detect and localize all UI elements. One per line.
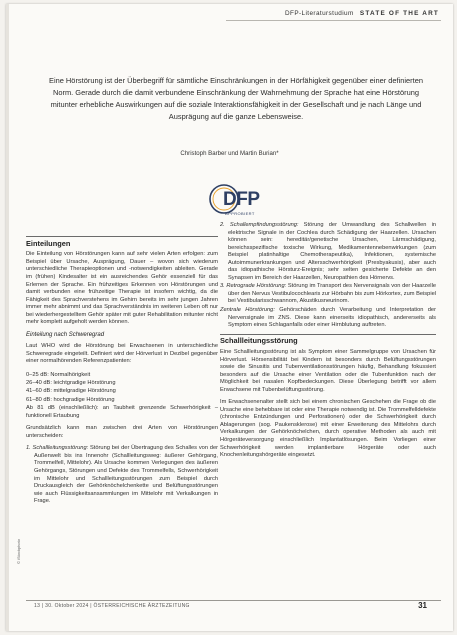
- item-title: 1. Schallleitungsstörung:: [26, 445, 89, 452]
- issue-info: 13 | 30. Oktober 2024 | ÖSTERREICHISCHE ÄRZTEZEITUNG: [34, 603, 190, 609]
- item-title: Zentrale Hörstörung:: [220, 307, 275, 314]
- heading-einteilungen: Einteilungen: [26, 238, 71, 248]
- paragraph: Im Erwachsenenalter stellt sich bei einem chronischen Geschehen die Frage ob die Ursache eine behebbare ist oder eine Therapie notwendig ist. Die Trommelfelldefekte (chronische Entzündungen und Perforationen) oder die Schwerhörigkeit durch Ablagerungen (sog. Paukensklerose) mit einer Erweiterung des Mittelohrs durch Verkalkungen der Gehörknöchelchen, durch operative Methoden als auch mit Hörgeräteversorgung einschließlich Implantatlösungen. Beim Vorliegen einer Schwerhörigkeit werden implantierbare Hörgeräte oder auch Knochenleitungshörgeräte eingesetzt.: [220, 399, 436, 459]
- item-text: Störung bei der Übertragung des Schalles von der Außenwelt bis ins Innenohr (Schallleitungsweg: äußerer Gehörgang, Trommelfell, Mittelohr). Als Ursache kommen Verlegungen des äußeren Gehörgangs, Störungen und Defekte des Trommelfells, Schwerhörigkeit im Mittelohr und Schallleitungsstörungen zum Beispiel durch Druckausgleich der Gehörknöchelchenkette und Belüftungsstörungen wie auch Flüssigkeitsansammlungen im Mittelohr mit Verkalkungen in Frage.: [34, 445, 219, 505]
- left-column: [26, 236, 218, 510]
- paragraph: Laut WHO wird die Hörstörung bei Erwachsenen in unterschiedliche Schweregrade eingeteilt. Definiert wird der Hörverlust in Dezibel gegenüber einer normalhörenden Referenzpatienten:: [26, 343, 218, 365]
- item-title: 2. Schallempfindungsstörung:: [220, 222, 299, 228]
- journal-name: DFP-Literaturstudium: [285, 10, 354, 17]
- severity-item: 61–80 dB: hochgradige Hörstörung: [26, 396, 115, 403]
- logo-subtext: APPROBIERT: [225, 211, 255, 216]
- item-text: Störung im Transport des Nervensignals von der Haarzelle über den Nervus Vestibulocochlearis zur Hörbahn bis zum Hörkortex, zum Beispiel bei Vestibularisschwannom, Akustikusneurinom.: [228, 283, 437, 305]
- right-column: [220, 222, 436, 465]
- page: [6, 4, 453, 631]
- item-title: 3. Retrograde Hörstörung:: [220, 283, 287, 290]
- paragraph: Grundsätzlich kann man zwischen drei Arten von Hörstörungen unterscheiden:: [26, 425, 218, 439]
- list-item: [26, 445, 218, 505]
- severity-item: 26–40 dB: leichtgradige Hörstörung: [26, 380, 116, 387]
- subheading-schweregrad: Einteilung nach Schweregrad: [26, 331, 105, 338]
- paragraph: Die Einteilung von Hörstörungen kann auf sehr vielen Arten erfolgen: zum Beispiel über Ursache, Ausprägung, Dauer – wovon sich wiederum unterschiedliche Therapieoptionen und -notwendigkeiten ableiten. Gerade im (frühen) Kindesalter ist ein ausreichendes Gehör essenziell für das Erlernen der Sprache. Ein frühzeitiges Erkennen von Hörstörungen und damit verbunden eine frühzeitige Therapie ist insofern wichtig, da die Fähigkeit des Sprachverstehens im Gehirn bereits im sehr jungen Jahren immer mehr abnimmt und das Sprachverständnis im weiteren Leben oft nur bei wiederhergestelltem Gehör später mit guter Rehabilitation mitunter nicht mehr komplett aufgeholt werden können.: [26, 251, 218, 326]
- header-divider: [226, 20, 441, 21]
- heading-schallleitungsstoerung: Schallleitungsstörung: [220, 336, 298, 346]
- list-item: [220, 307, 436, 330]
- section-rule: [220, 334, 436, 335]
- lead-paragraph: Eine Hörstörung ist der Überbegriff für sämtliche Einschränkungen in der Hörfähigkeit gegenüber einer definierten Norm. Gerade durch die damit verbundene Einschränkung der Wahrnehmung der Sprache hat eine Hörstörung mitunter erhebliche Auswirkungen auf die soziale Interaktionsfähigkeit in der Gesellschaft und je nach Länge und Ausprägung auf die ganze Lebensweise.: [48, 76, 423, 121]
- page-number: 31: [418, 601, 427, 610]
- authors: Christoph Barber und Martin Burian*: [180, 150, 279, 157]
- item-text: Gehörschäden durch Verarbeitung und Interpretation der Nervensignale im ZNS. Diese kann einerseits idiopathisch, andererseits als Symptom eines Schlaganfalls oder einer Hirnblutung auftreten.: [228, 307, 436, 329]
- severity-item: Ab 81 dB (einschließlich): an Taubheit grenzende Schwerhörigkeit – funktionell Ertaubung: [26, 404, 218, 420]
- page-edge: [6, 4, 9, 631]
- logo-text: DFP: [223, 189, 260, 210]
- running-header: [285, 10, 439, 17]
- dfp-logo: [207, 182, 263, 220]
- list-item: [220, 283, 436, 306]
- photo-credit: © iStockphoto: [16, 539, 21, 564]
- paragraph: Eine Schallleitungsstörung ist als Symptom einer Sammelgruppe von Ursachen für Hörverlust. Hörsensibilität bei Kindern ist besonders durch Belüftungsstörungen sowie die Sinusitis und Tubenventilationsstörungen häufig, Behandlung fokussiert besonders auf die Ursache einer Ventilation oder die Tubenfunktion nach der Möglichkeit bei nasalen Kopfbedeckungen. Diese Überlegung betrifft vor allem Erwachsene mit Tubenbelüftungsstörung.: [220, 349, 436, 393]
- severity-item: 0–25 dB: Normalhörigkeit: [26, 372, 91, 378]
- types-list-continued: [220, 222, 436, 330]
- severity-item: 41–60 dB: mittelgradige Hörstörung: [26, 388, 116, 395]
- list-item: [220, 222, 436, 282]
- section-title: STATE OF THE ART: [359, 10, 439, 17]
- severity-list: [26, 371, 218, 420]
- item-text: Störung der Umwandlung des Schallwellen in elektrische Signale in der Cochlea durch Schädigung der Haarzellen. Ursachen können sein: hereditär/genetische Ursachen, Lärmschädigung, bereichsspezifische toxische Wirkung, Medikamentennebenwirkungen (zum Beispiel platinhaltige Chemotherapeutika), Infektionen, systemische Autoimmunerkrankungen und Altersschwerhörigkeit (Presbyakusis), aber auch das idiopathische Hörsturz-Ereignis; sehr selten gesicherte Defekte an den Synapsen im Bereich der Haarzellen, Neuropathien des Hörnervs.: [228, 222, 436, 281]
- types-list: [26, 445, 218, 505]
- footer-divider: [26, 600, 441, 601]
- section-rule: [26, 236, 218, 237]
